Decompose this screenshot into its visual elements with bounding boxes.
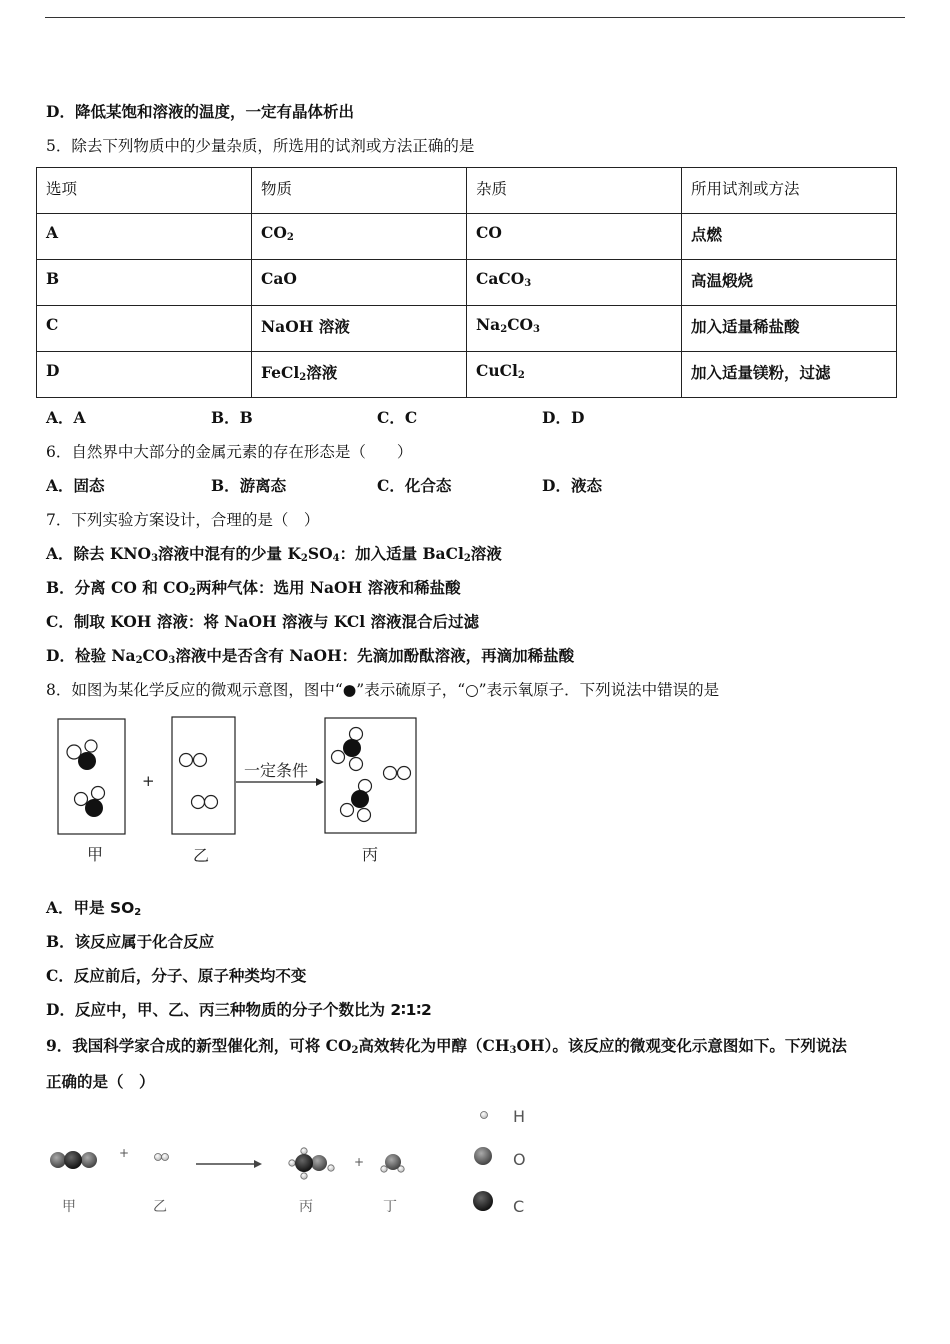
label-yi: 乙 <box>193 846 210 865</box>
q9-label-yi: 乙 <box>153 1199 167 1215</box>
q7-option-d[interactable]: D．检验 $Na_2CO_3$溶液中是否含有 NaOH：先滴加酚酞溶液，再滴加稀盐酸 <box>46 646 575 666</box>
label-jia: 甲 <box>87 845 104 864</box>
table-cell: A <box>37 214 252 260</box>
legend-o-label: O <box>513 1150 526 1169</box>
q5-choice-a[interactable]: A．A <box>46 408 86 427</box>
label-bing: 丙 <box>362 845 379 864</box>
q8-option-b[interactable]: B．该反应属于化合反应 <box>46 932 215 951</box>
legend-c-atom <box>473 1191 493 1211</box>
table-cell: 高温煅烧 <box>682 260 897 306</box>
q6-stem: 6．自然界中大部分的金属元素的存在形态是（ ） <box>46 443 413 461</box>
q8-plus: + <box>142 772 155 790</box>
q5-choice-c[interactable]: C．C <box>377 408 418 427</box>
table-cell: 点燃 <box>682 214 897 260</box>
q6-choice-c[interactable]: C．化合态 <box>377 476 452 495</box>
legend-c-label: C <box>513 1197 525 1216</box>
table-cell: C <box>37 306 252 352</box>
table-cell: CO <box>467 214 682 260</box>
table-cell: NaOH 溶液 <box>252 306 467 352</box>
table-cell: D <box>37 352 252 398</box>
table-cell: 加入适量镁粉，过滤 <box>682 352 897 398</box>
table-header: 所用试剂或方法 <box>682 168 897 214</box>
table-header: 杂质 <box>467 168 682 214</box>
table-cell: $Na_2CO_3$ <box>467 306 682 352</box>
table-cell: FeCl$_2$溶液 <box>252 352 467 398</box>
table-cell: CaCO$_3$ <box>467 260 682 306</box>
q8-option-c[interactable]: C．反应前后，分子、原子种类均不变 <box>46 966 307 985</box>
q9-label-ding: 丁 <box>383 1199 397 1215</box>
q7-option-b[interactable]: B．分离 CO 和 $CO_2$两种气体：选用 NaOH 溶液和稀盐酸 <box>46 578 461 598</box>
legend-h-atom <box>481 1112 488 1119</box>
q6-choice-a[interactable]: A．固态 <box>46 476 105 495</box>
q6-choice-d[interactable]: D．液态 <box>542 476 602 495</box>
q4-option-d: D．降低某饱和溶液的温度，一定有晶体析出 <box>46 102 354 121</box>
q8-option-d[interactable]: D．反应中，甲、乙、丙三种物质的分子个数比为 2∶1∶2 <box>46 1000 432 1019</box>
q8-option-a[interactable]: A．甲是 $SO_2$ <box>46 898 142 918</box>
table-header: 选项 <box>37 168 252 214</box>
q7-stem: 7．下列实验方案设计，合理的是（ ） <box>46 511 320 529</box>
q9-label-jia: 甲 <box>62 1199 76 1215</box>
table-cell: $CO_2$ <box>252 214 467 260</box>
q5-choice-b[interactable]: B．B <box>211 408 253 427</box>
q9-stem-line2: 正确的是（ ） <box>46 1072 155 1091</box>
q9-stem-line1: 9．我国科学家合成的新型催化剂，可将 $CO_2$高效转化为甲醇$(CH_3OH)$。该反应的微观变化示意图如下。下列说法 <box>46 1036 847 1056</box>
q9-plus-1: + <box>119 1146 130 1160</box>
table-header: 物质 <box>252 168 467 214</box>
q9-arrow-head <box>254 1160 262 1168</box>
table-cell: CaO <box>252 260 467 306</box>
arrow-label: 一定条件 <box>244 761 309 780</box>
q5-stem: 5．除去下列物质中的少量杂质，所选用的试剂或方法正确的是 <box>46 137 475 155</box>
legend-h-label: H <box>513 1107 526 1126</box>
table-cell: CuCl$_2$ <box>467 352 682 398</box>
table-cell: B <box>37 260 252 306</box>
table-cell: 加入适量稀盐酸 <box>682 306 897 352</box>
q5-choice-d[interactable]: D．D <box>542 408 585 427</box>
q7-option-a[interactable]: A．除去 $KNO_3$溶液中混有的少量 $K_2SO_4$：加入适量 BaCl$_2$溶液 <box>46 544 502 564</box>
q8-stem: 8．如图为某化学反应的微观示意图，图中“●”表示硫原子，“○”表示氧原子．下列说法中错误的是 <box>46 681 720 699</box>
q7-option-c[interactable]: C．制取 KOH 溶液：将 NaOH 溶液与 KCl 溶液混合后过滤 <box>46 612 480 631</box>
q9-label-bing: 丙 <box>299 1199 313 1215</box>
q9-plus-2: + <box>354 1155 365 1169</box>
q6-choice-b[interactable]: B．游离态 <box>211 476 287 495</box>
legend-o-atom <box>474 1147 492 1165</box>
